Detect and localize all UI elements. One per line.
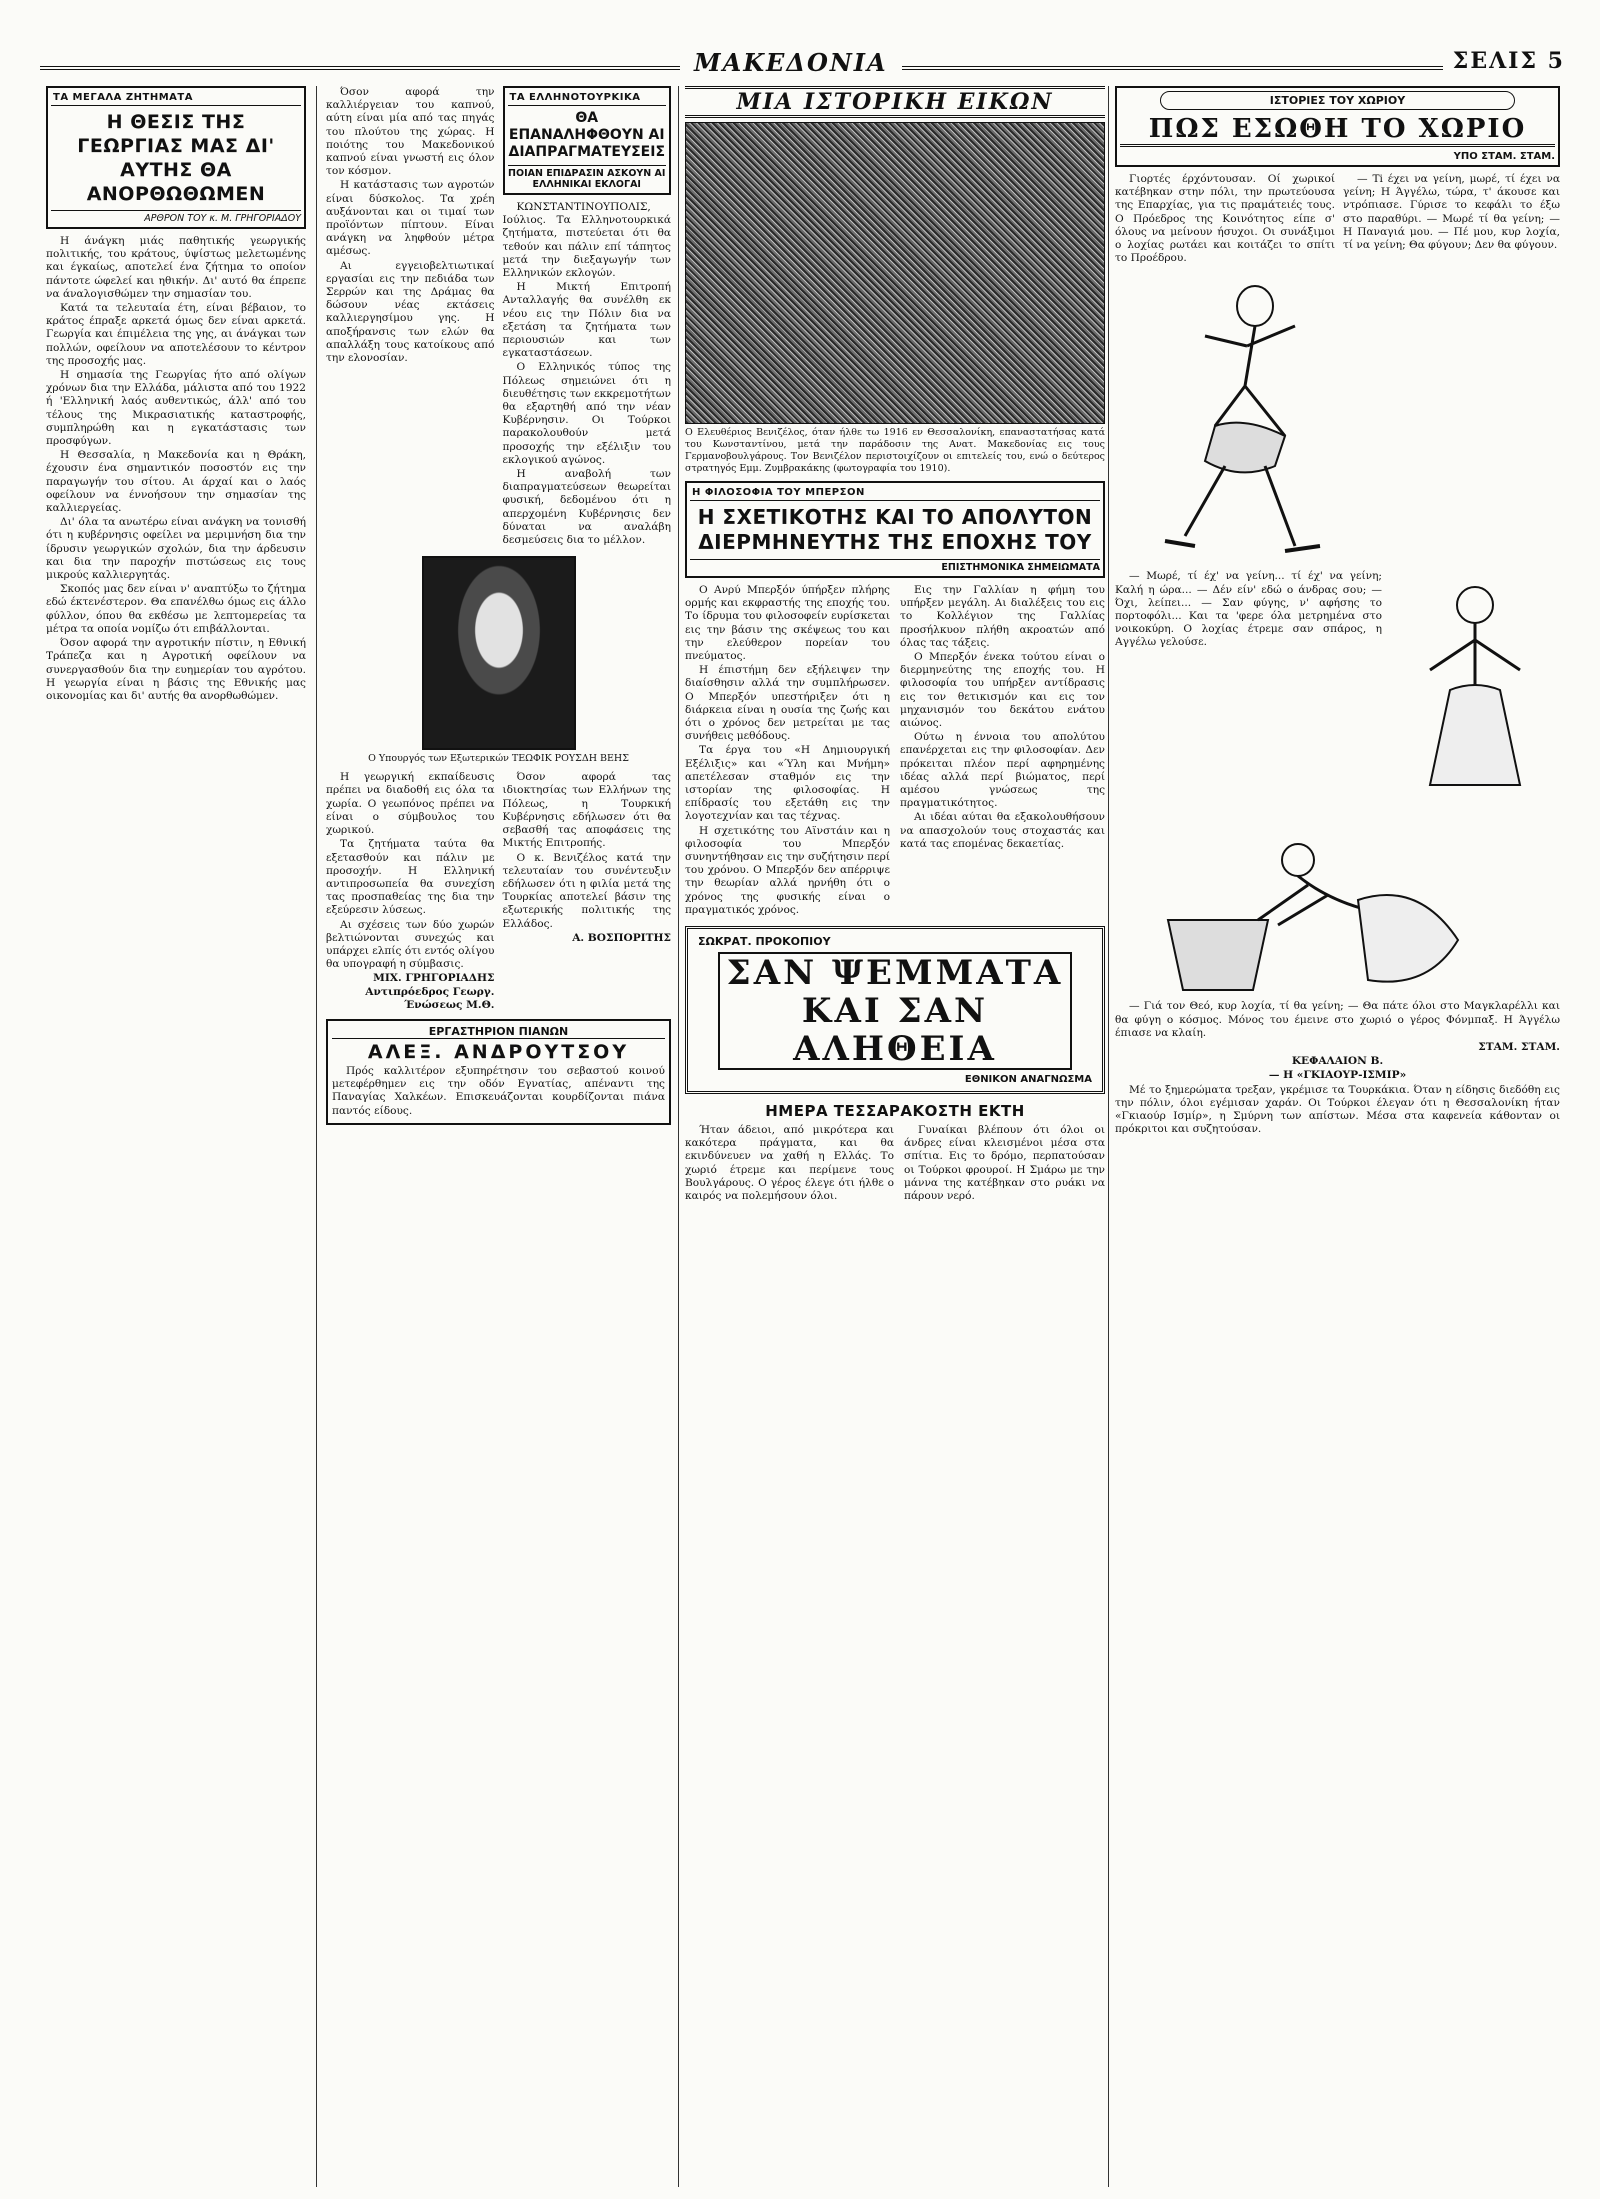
woman-figure-illustration — [1390, 570, 1560, 800]
washing-woman-illustration — [1128, 800, 1548, 1000]
article-paragraph: Ούτω η έννοια του απολύτου επανέρχεται εις την φιλοσοφίαν. Δεν πρόκειται πλέον περί αφηρημένης ιδέας αλλά περί βιώματος, περί αμέσου γνώσεως της πραγματικότητος. — [900, 731, 1105, 810]
article-philosophy-header — [685, 481, 1105, 578]
text-block — [326, 771, 495, 1013]
ad-text: Πρός καλλιτέρον εξυπηρέτησιν του σεβαστού κοινού μετεφέρθημεν εις την οδόν Εγνατίας, απέναντι της Παναγίας Χαλκέων. Επισκευάζονται κουρδίζονται πιάνα παντός είδους. — [332, 1064, 665, 1117]
article-paragraph: Η σημασία της Γεωργίας ήτο από ολίγων χρόνων δια την Ελλάδα, μάλιστα από του 1922 ή 'Ελληνική λαός αυθεντικώς, άλλ' από του τέλους της Μικρασιατικής καταστροφής, συμπληρώθη και η εγκατάστασις των προσφύγων. — [46, 369, 306, 448]
column-3 — [685, 86, 1105, 2187]
article-elections — [503, 86, 672, 548]
ad-title: ΑΛΕΞ. ΑΝΔΡΟΥΤΣΟΥ — [367, 1040, 630, 1063]
article-paragraph: Ο Ελληνικός τύπος της Πόλεως σημειώνει ότι η διευθέτησις των εκκρεμοτήτων θα εξαρτηθή από την νέαν Κυβέρνησιν. Οι Τούρκοι παρακολουθούν μετά προσοχής την εξέλιξιν του εκλογικού αγώνος. — [502, 361, 671, 466]
signature: ΣΤΑΜ. ΣΤΑΜ. — [1478, 1041, 1560, 1054]
article-kicker: Η ΦΙΛΟΣΟΦΙΑ ΤΟΥ ΜΠΕΡΣΟΝ — [690, 486, 1100, 501]
column-divider — [316, 86, 317, 2187]
dancing-figure-illustration — [1125, 266, 1325, 566]
text-block — [900, 584, 1105, 918]
serial-text: Γυναίκαι βλέπουν ότι όλοι οι άνδρες είναι κλεισμένοι μέσα στα σπίτια. Εις το δρόμο, περπατούσαν οι Τούρκοι φρουροί. Η Σμάρω με την μάννα της κατέβηκαν στο ρυάκι να πάρουν νερό. — [904, 1124, 1105, 1203]
serial-title: ΣΑΝ ΨΕΜΜΑΤΑ ΚΑΙ ΣΑΝ ΑΛΗΘΕΙΑ — [718, 952, 1072, 1070]
chapter-title: — Η «ΓΚΙΑΟΥΡ-ΙΣΜΙΡ» — [1268, 1069, 1407, 1082]
text-block — [1115, 173, 1335, 566]
article-paragraph: Αι σχέσεις των δύο χωρών βελτιώνονται συνεχώς και υπάρχει ελπίς ότι εντός ολίγου θα υπογραφή η σύμβασις. — [326, 918, 495, 971]
article-paragraph: Η Θεσσαλία, η Μακεδονία και η Θράκη, έχουσιν ένα σημαντικόν ποσοστόν εις την παραγωγήν του σίτου. Αι άρχαί και ο λαός οφείλουν να έννοήσουν την σημασίαν της καλλιεργείας. — [46, 449, 306, 515]
article-paragraph: Η κατάστασις των αγροτών είναι δύσκολος. Τα χρέη αυξάνονται και οι τιμαί των προϊόντων πίπτουν. Είναι ανάγκη να ληφθούν μέτρα αμέσως. — [326, 179, 495, 258]
article-byline: ΑΡΘΡΟΝ ΤΟΥ κ. Μ. ΓΡΗΓΟΡΙΑΔΟΥ — [51, 210, 301, 224]
article-paragraph: Η Μικτή Επιτροπή Ανταλλαγής θα συνέλθη εκ νέου εις την Πόλιν δια να εξετάση τα ζητήματα των περιουσιών και των εγκαταστάσεων. — [502, 281, 671, 360]
article-paragraph: Σκοπός μας δεν είναι ν' αναπτύξω το ζήτημα εδώ έκτενέστερον. Θα επανέλθω όμως εις άλλο φύλλον, όπου θα εκθέσω με λεπτομερείας τα μέτρα τα οποία νομίζω ότι επιβάλλονται. — [46, 583, 306, 635]
philosophy-body — [685, 584, 1105, 918]
text-block — [1343, 173, 1560, 566]
article-kicker: ΙΣΤΟΡΙΕΣ ΤΟΥ ΧΩΡΙΟΥ — [1160, 91, 1515, 110]
portrait-photo — [422, 556, 576, 750]
serial-chapter: ΗΜΕΡΑ ΤΕΣΣΑΡΑΚΟΣΤΗ ΕΚΤΗ — [765, 1102, 1025, 1121]
article-headline: Η ΘΕΣΙΣ ΤΗΣ ΓΕΩΡΓΙΑΣ ΜΑΣ ΔΙ' ΑΥΤΗΣ ΘΑ ΑΝΟΡΘΩΘΩΜΕΝ — [77, 111, 275, 205]
masthead — [40, 48, 1565, 78]
article-headline: ΘΑ ΕΠΑΝΑΛΗΦΘΟΥΝ ΑΙ ΔΙΑΠΡΑΓΜΑΤΕΥΣΕΙΣ — [508, 110, 666, 160]
column-divider — [1108, 86, 1109, 2187]
column-1 — [46, 86, 306, 2187]
village-header — [1115, 86, 1560, 167]
text-block — [1115, 570, 1382, 800]
article-paragraph: Ο Μπερξόν ένεκα τούτου είναι ο διερμηνεύτης της εποχής του. Η φιλοσοφία του υπήρξεν αντίδρασις εις τον θετικισμόν και εις τον μηχανισμόν του δεκάτου ενάτου αιώνος. — [900, 651, 1105, 730]
portrait-caption: Ο Υπουργός των Εξωτερικών ΤΕΩΦΙΚ ΡΟΥΣΔΗ ΒΕΗΣ — [368, 753, 629, 765]
article-paragraph: Η άνάγκη μιάς παθητικής γεωργικής πολιτικής, του κράτους, ύψίστως μελετωμένης και έγκαίως, αποτελεί ένα ζήτημα το οποίον πάντοτε ώφελεί και ηθικήν. Δι' αυτό θα έπρεπε να άναλογισθώμεν την σημασίαν του. — [46, 235, 306, 300]
article-elections-header — [503, 86, 672, 195]
village-text: — Ti έχει να γείνη, μωρέ, τί έχει να γείνη; Η Άγγέλω, τώρα, τ' άκουσε και ντρόπιασε. Γύρισε το κεφάλι το έξω στο παραθύρι. — Μωρέ τί θα γείνη; — Η Παναγιά μου. — Πέ μου, κυρ λοχία, τί να γείνη; Θα φύγουν; Δεν θα φύγουν. — [1343, 173, 1560, 252]
column-2-top — [326, 86, 671, 548]
village-text: — Γιά τον Θεό, κυρ λοχία, τί θα γείνη; — Θα πάτε όλοι στο Μαγκλαρέλλι και θα φύγη ο κόσμος. Μόνος του έμεινε στο χωριό ο γέρος Φόνμπαξ. Η Άγγέλω έπιασε να κλαίη. — [1115, 1000, 1560, 1039]
village-top — [1115, 173, 1560, 566]
article-weiss-top — [326, 86, 495, 548]
article-subhead: ΕΠΙΣΤΗΜΟΝΙΚΑ ΣΗΜΕΙΩΜΑΤΑ — [690, 559, 1100, 573]
article-paragraph: Δι' όλα τα ανωτέρω είναι ανάγκη να τονισθή ότι η κυβέρνησις οφείλει να μεριμνήση δια την ίδρυσιν γεωργικών σχολών, δια την άρδευσιν και δια την παροχήν πιστώσεως εις τους μικρούς καλλιεργητάς. — [46, 516, 306, 582]
article-subhead: ΠΟΙΑΝ ΕΠΙΔΡΑΣΙΝ ΑΣΚΟΥΝ ΑΙ ΕΛΛΗΝΙΚΑΙ ΕΚΛΟΓΑΙ — [508, 165, 667, 190]
article-paragraph: Όσον αφορά την καλλιέργειαν του καπνού, αύτη είναι μία από τας πηγάς του πλούτου της χώρας. Η ποιότης του Μακεδονικού καπνού είναι γνωστή εις όλον τον κόσμον. — [326, 86, 495, 178]
chapter-label: ΚΕΦΑΛΑΙΟΝ Β. — [1291, 1055, 1384, 1068]
column-4 — [1115, 86, 1560, 2187]
page-number: ΣΕΛΙΣ 5 — [1443, 48, 1565, 74]
serial-body — [685, 1124, 1105, 1204]
article-georgia-header — [46, 86, 306, 229]
article-paragraph: Κατά τα τελευταία έτη, είναι βέβαιον, το κράτος έπραξε αρκετά όμως δεν είναι αρκετά. Γεωργία και έπιμέλεια της γης, αι άνάγκαι των πολλών, οφείλουν να αποτελέσουν το κέντρον της προσοχής μας. — [46, 302, 306, 367]
article-paragraph: Όσον αφορά την αγροτικήν πίστιν, η Εθνική Τράπεζα και η Αγροτική οφείλουν να συνεργασθούν δια την ευημερίαν του αγρότου. Η γεωργία είναι η βάσις της Εθνικής μας οικονομίας και δι' αυτής θα ανορθωθώμεν. — [46, 637, 306, 702]
column-2 — [326, 86, 671, 2187]
serial-author: ΣΩΚΡΑΤ. ΠΡΟΚΟΠΙΟΥ — [698, 935, 831, 949]
article-paragraph: Τα έργα του «Η Δημιουργική Εξέλιξις» και «Ύλη και Μνήμη» απετέλεσαν σταθμόν εις την ιστορίαν της φιλοσοφίας. Η επίδρασίς του εξετάθη εις την λογοτεχνίαν και τας τέχνας. — [685, 744, 890, 823]
column-2-bottom — [326, 771, 671, 1013]
photo-section-title: ΜΙΑ ΙΣΤΟΡΙΚΗ ΕΙΚΩΝ — [685, 86, 1105, 118]
article-kicker: ΤΑ ΕΛΛΗΝΟΤΟΥΡΚΙΚΑ — [508, 91, 667, 106]
historic-photo-caption: Ο Ελευθέριος Βενιζέλος, όταν ήλθε τω 1916 εν Θεσσαλονίκη, επαναστατήσας κατά του Κωνσταντίνου, μετά την παράδοσιν της Ανατ. Μακεδονίας εις τους Γερμανοβουλγάρους. Τον Βενιζέλον περιστοιχίζουν οι επιτελείς του, ενώ ο δεύτερος στρατηγός Εμμ. Ζυμβρακάκης (φωτογραφία του 1910). — [685, 427, 1105, 474]
serial-subtitle: ΕΘΝΙΚΟΝ ΑΝΑΓΝΩΣΜΑ — [964, 1074, 1092, 1086]
article-paragraph: ΚΩΝΣΤΑΝΤΙΝΟΥΠΟΛΙΣ, Ιούλιος. Τα Ελληνοτουρκικά ζητήματα, πιστεύεται ότι θα τεθούν και πάλιν επί τάπητος μετά την διεξαγωγήν των Ελληνικών εκλογών. — [502, 201, 671, 280]
article-byline: ΥΠΟ ΣΤΑΜ. ΣΤΑΜ. — [1453, 151, 1555, 162]
article-paragraph: Αι εγγειοβελτιωτικαί εργασίαι εις την πεδιάδα των Σερρών και της Δράμας θα δώσουν νέας εκτάσεις καλλιεργησίμου γης. Η αποξήρανσις των ελών θα απαλλάξη τους κατοίκους από την ελονοσίαν. — [326, 259, 495, 365]
historic-photo — [685, 122, 1105, 424]
newspaper-title: ΜΑΚΕΔΟΝΙΑ — [680, 48, 902, 77]
village-text: Γιορτές έρχόντουσαν. Οί χωρικοί κατέβηκαν στην πόλι, την πρωτεύουσα της Επαρχίας, για τις πραμάτειές τους. Ο Πρόεδρος της Κοινότητος είπε σ' όλους να μείνουν ήσυχοι. Οι συνάξιμοι ο λοχίας ρωτάει και κοιτάζει το σπίτι το Προέδρου. — [1115, 173, 1335, 265]
text-block — [685, 584, 890, 918]
article-paragraph: Η αναβολή των διαπραγματεύσεων θεωρείται φυσική, δεδομένου ότι η απερχομένη Κυβέρνησις δεν δύναται να αναλάβη δεσμεύσεις δια το μέλλον. — [502, 468, 671, 547]
article-headline: ΠΩΣ ΕΣΩΘΗ ΤΟ ΧΩΡΙΟ — [1120, 114, 1555, 147]
article-paragraph: Όσον αφορά τας ιδιοκτησίας των Ελλήνων της Πόλεως, η Τουρκική Κυβέρνησις εδήλωσεν ότι θα σεβασθή τας αποφάσεις της Μικτής Επιτροπής. — [502, 771, 671, 850]
signature: ΜΙΧ. ΓΡΗΓΟΡΙΑΔΗΣ Αντιπρόεδρος Γεωργ. Ένώσεως Μ.Θ. — [365, 972, 495, 1011]
advertisement-pianos — [326, 1019, 671, 1125]
article-paragraph: Αι ιδέαι αύται θα εξακολουθήσουν να απασχολούν τους στοχαστάς και κατά τας επομένας δεκαετίας. — [900, 811, 1105, 850]
article-paragraph: Η σχετικότης του Αϊνστάιν και η φιλοσοφία του Μπερξόν συνηντήθησαν εις την συζήτησιν περί του χρόνου. Ο Μπερξόν δεν απέρριψε την θεωρίαν αλλά ηρνήθη ότι ο χρόνος της φυσικής είναι ο πραγματικός χρόνος. — [685, 824, 890, 916]
ad-kicker: ΕΡΓΑΣΤΗΡΙΟΝ ΠΙΑΝΩΝ — [332, 1025, 665, 1039]
article-paragraph: Ο Ανρύ Μπερξόν ύπήρξεν πλήρης ορμής και εκφραστής της εποχής του. Το ίδρυμα του φιλοσοφείν ευρίσκεται εις την βάσιν της σκέψεως του και την ελεύθερον πορείαν του πνεύματος. — [685, 584, 890, 663]
serial-box — [685, 926, 1105, 1094]
article-headline: Η ΣΧΕΤΙΚΟΤΗΣ ΚΑΙ ΤΟ ΑΠΟΛΥΤΟΝ ΔΙΕΡΜΗΝΕΥΤΗΣ ΤΗΣ ΕΠΟΧΗΣ ΤΟΥ — [697, 505, 1093, 554]
column-divider — [678, 86, 679, 2187]
article-paragraph: Ο κ. Βενιζέλος κατά την τελευταίαν του συνέντευξιν εδήλωσεν ότι η φιλία μετά της Τουρκίας αποτελεί βάσιν της εξωτερικής πολιτικής της Ελλάδος. — [502, 851, 671, 930]
article-kicker: ΤΑ ΜΕΓΑΛΑ ΖΗΤΗΜΑΤΑ — [51, 91, 301, 106]
article-paragraph: Τα ζητήματα ταύτα θα εξετασθούν και πάλιν με προσοχήν. Η Ελληνική αντιπροσωπεία θα συνεχίση τας προσπαθείας της δια την εξεύρεσιν λύσεως. — [326, 838, 495, 917]
village-text: — Μωρέ, τί έχ' να γείνη... τί έχ' να γείνη; Καλή η ώρα... — Δέν είν' εδώ ο άνδρας σου; — Όχι, λείπει... — Σαν φύγης, ν' αφήσης το πορτοφόλι... Και τα 'φερε όλα μετρημένα στο νοικοκύρη. Ο λοχίας έτρεμε σαν σπάρος, η Αγγέλω γελούσε. — [1115, 570, 1382, 649]
village-text: Μέ το ξημερώματα τρεξαν, γκρέμισε τα Τουρκάκια. Όταν η είδησις διεδόθη εις την πόλιν, όλοι εγέμισαν χαράν. Οι Τούρκοι έλεγαν ότι η Θεσσαλονίκη ήταν «Γκιαούρ Ισμίρ», η Σμύρνη των απίστων. Μέσα στα καφενεία κάθονταν οι πρόκριτοι και συζητούσαν. — [1115, 1083, 1560, 1136]
serial-text: Ήταν άδειοι, από μικρότερα και κακότερα πράγματα, και θα εκινδύνευεν να χαθή η Ελλάς. Το χωριό έτρεμε και περίμενε τους Βουλγάρους. Ο γέρος έλεγε ότι ήλθε ο καιρός να πολεμήσουν όλοι. — [685, 1124, 895, 1203]
village-middle — [1115, 570, 1560, 800]
signature: Α. ΒΟΣΠΟΡΙΤΗΣ — [572, 931, 671, 944]
article-paragraph: Η γεωργική εκπαίδευσις πρέπει να διαδοθή εις όλα τα χωρία. Ο γεωπόνος πρέπει να είναι ο σύμβουλος του χωρικού. — [326, 771, 495, 837]
text-block — [503, 771, 672, 1013]
article-paragraph: Η έπιστήμη δεν εξήλειψεν την διαίσθησιν αλλά την συμπλήρωσεν. Ο Μπερξόν υπεστήριξεν ότι η διάρκεια είναι η ουσία της ζωής και ότι ο χρόνος δεν μετρείται με τας συνήθεις μεθόδους. — [685, 664, 890, 743]
article-paragraph: Εις την Γαλλίαν η φήμη του υπήρξεν μεγάλη. Αι διαλέξεις του εις το Κολλέγιον της Γαλλίας προσήλκυον πλήθη ακροατών από όλας τας τάξεις. — [900, 584, 1105, 649]
